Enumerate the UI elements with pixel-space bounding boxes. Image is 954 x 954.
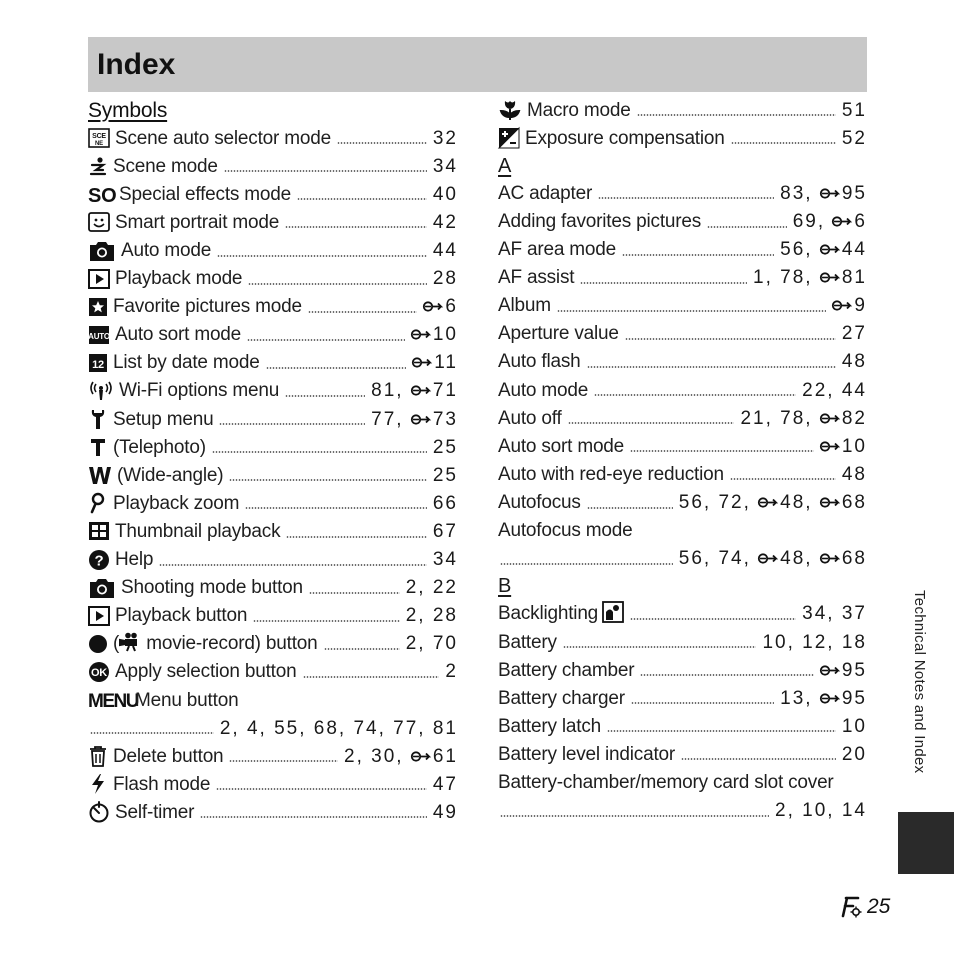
index-entry bbox=[498, 179, 867, 207]
page-number-value: 25 bbox=[867, 895, 891, 918]
leader-dots bbox=[580, 280, 747, 286]
leader-dots bbox=[229, 477, 427, 483]
page-references: 83, 95 bbox=[780, 182, 867, 204]
reference-e-icon bbox=[411, 750, 432, 763]
leader-dots bbox=[500, 561, 673, 567]
leader-dots bbox=[216, 786, 427, 792]
page-references: 1, 78, 81 bbox=[753, 267, 867, 289]
leader-dots bbox=[630, 448, 814, 454]
page-references: 25 bbox=[432, 436, 458, 458]
index-entry bbox=[498, 207, 867, 235]
leader-dots bbox=[200, 814, 427, 820]
index-entry bbox=[88, 546, 458, 574]
left-column bbox=[88, 96, 458, 826]
page-references: 21, 78, 82 bbox=[740, 407, 867, 429]
index-term: Battery level indicator bbox=[498, 743, 676, 765]
auto-sort-icon bbox=[88, 324, 110, 346]
page-references: 48 bbox=[841, 351, 867, 373]
reference-e-icon bbox=[832, 299, 853, 312]
page-references: 2, 28 bbox=[405, 605, 458, 627]
menu-text-icon bbox=[88, 689, 138, 713]
index-entry bbox=[498, 124, 867, 152]
page-references: 56, 74, 48, 68 bbox=[678, 548, 867, 570]
thumbnail-grid-icon bbox=[88, 520, 110, 542]
page-title: Index bbox=[97, 47, 176, 81]
index-entry-continuation bbox=[498, 545, 867, 573]
reference-e-icon bbox=[411, 413, 432, 426]
index-entry bbox=[88, 265, 458, 293]
leader-dots bbox=[337, 140, 427, 146]
index-entry bbox=[88, 321, 458, 349]
leader-dots bbox=[557, 308, 827, 314]
index-term: Menu button bbox=[135, 689, 239, 711]
smart-portrait-icon bbox=[88, 211, 110, 233]
index-entry bbox=[498, 712, 867, 740]
index-entry bbox=[498, 376, 867, 404]
index-entry bbox=[498, 292, 867, 320]
page-references: 81, 71 bbox=[371, 380, 458, 402]
page-references: 6 bbox=[423, 297, 458, 316]
index-term: Favorite pictures mode bbox=[113, 296, 302, 318]
reference-f-icon bbox=[838, 895, 864, 919]
page-references: 27 bbox=[841, 323, 867, 345]
section-side-label: Technical Notes and Index bbox=[911, 590, 928, 774]
page-references: 22, 44 bbox=[802, 379, 867, 401]
leader-dots bbox=[563, 644, 757, 650]
svg-text:SO: SO bbox=[88, 185, 117, 208]
leader-dots bbox=[707, 224, 787, 230]
index-entry bbox=[498, 404, 867, 432]
index-term: Macro mode bbox=[527, 99, 631, 121]
index-term: Auto off bbox=[498, 407, 562, 429]
scene-mode-icon bbox=[88, 155, 108, 177]
index-term: Auto mode bbox=[121, 240, 212, 262]
index-term: Setup menu bbox=[113, 408, 214, 430]
page-references: 49 bbox=[432, 801, 458, 823]
reference-e-icon bbox=[411, 384, 432, 397]
index-entry bbox=[498, 684, 867, 712]
play-icon bbox=[88, 605, 110, 627]
reference-e-icon bbox=[820, 440, 841, 453]
reference-e-icon bbox=[820, 692, 841, 705]
index-entry bbox=[88, 489, 458, 517]
index-term: Playback mode bbox=[115, 268, 243, 290]
svg-text:NE: NE bbox=[95, 141, 103, 148]
index-entry bbox=[498, 600, 867, 628]
page-references: 34, 37 bbox=[802, 603, 867, 625]
page-references: 69, 6 bbox=[792, 211, 867, 233]
leader-dots bbox=[219, 421, 365, 427]
index-entry-continuation bbox=[88, 714, 458, 742]
index-entry bbox=[88, 770, 458, 798]
exposure-compensation-icon bbox=[498, 127, 520, 149]
page-references: 66 bbox=[432, 492, 458, 514]
index-entry bbox=[88, 124, 458, 152]
page-references: 48 bbox=[841, 463, 867, 485]
index-term: Delete button bbox=[113, 745, 224, 767]
page-references: 11 bbox=[412, 353, 458, 372]
index-term: Battery-chamber/memory card slot cover bbox=[498, 771, 834, 793]
index-term: AF assist bbox=[498, 267, 575, 289]
index-entry bbox=[498, 628, 867, 656]
index-term: Self-timer bbox=[115, 801, 195, 823]
leader-dots bbox=[229, 758, 338, 764]
record-dot-icon bbox=[88, 633, 108, 655]
leader-dots bbox=[324, 646, 400, 652]
index-entry bbox=[88, 630, 458, 658]
index-entry-continuation bbox=[498, 797, 867, 825]
leader-dots bbox=[587, 364, 836, 370]
index-term: Album bbox=[498, 295, 551, 317]
index-entry bbox=[498, 236, 867, 264]
page-references: 56, 44 bbox=[780, 239, 867, 261]
index-term: Auto sort mode bbox=[498, 435, 625, 457]
index-entry bbox=[88, 152, 458, 180]
leader-dots bbox=[248, 281, 427, 287]
index-term: List by date mode bbox=[113, 352, 260, 374]
reference-e-icon bbox=[820, 552, 841, 565]
leader-dots bbox=[309, 590, 400, 596]
index-entry bbox=[88, 208, 458, 236]
leader-dots bbox=[630, 616, 796, 622]
index-entry bbox=[88, 658, 458, 686]
page-number bbox=[838, 893, 890, 921]
page-references: 13, 95 bbox=[780, 687, 867, 709]
page-references: 34 bbox=[432, 549, 458, 571]
reference-e-icon bbox=[820, 496, 841, 509]
leader-dots bbox=[631, 700, 774, 706]
index-entry bbox=[498, 320, 867, 348]
index-term: (Telephoto) bbox=[113, 436, 206, 458]
index-entry bbox=[498, 488, 867, 516]
index-term: Auto with red-eye reduction bbox=[498, 463, 724, 485]
index-term: Apply selection button bbox=[115, 661, 297, 683]
index-term: AC adapter bbox=[498, 182, 593, 204]
right-column bbox=[498, 96, 867, 825]
index-entry bbox=[498, 432, 867, 460]
index-term: Autofocus mode bbox=[498, 520, 633, 542]
reference-e-icon bbox=[423, 300, 444, 313]
index-term: Special effects mode bbox=[119, 183, 292, 205]
leader-dots bbox=[500, 813, 769, 819]
index-entry bbox=[498, 768, 867, 796]
backlighting-icon bbox=[602, 601, 624, 627]
svg-text:?: ? bbox=[94, 552, 104, 570]
title-bar bbox=[88, 37, 867, 92]
index-entry bbox=[88, 742, 458, 770]
index-term: Thumbnail playback bbox=[115, 520, 281, 542]
index-entry bbox=[498, 517, 867, 545]
help-question-icon bbox=[88, 549, 110, 571]
index-term: Battery chamber bbox=[498, 659, 635, 681]
page-references: 20 bbox=[841, 743, 867, 765]
leader-dots bbox=[731, 140, 836, 146]
leader-dots bbox=[303, 674, 440, 680]
reference-e-icon bbox=[411, 328, 432, 341]
page-references: 32 bbox=[432, 127, 458, 149]
camera-icon bbox=[88, 240, 116, 262]
page-references: 67 bbox=[432, 520, 458, 542]
index-entry bbox=[88, 349, 458, 377]
page-references: 2, 30, 61 bbox=[344, 745, 458, 767]
index-term: Auto sort mode bbox=[115, 324, 242, 346]
svg-text:MENU: MENU bbox=[88, 691, 138, 713]
page-references: 34 bbox=[432, 155, 458, 177]
index-entry bbox=[88, 293, 458, 321]
index-entry bbox=[88, 798, 458, 826]
page-references: 25 bbox=[432, 464, 458, 486]
telephoto-t-icon bbox=[88, 436, 108, 458]
macro-flower-icon bbox=[498, 99, 522, 121]
svg-text:12: 12 bbox=[92, 358, 104, 371]
leader-dots bbox=[159, 562, 427, 568]
index-entry bbox=[498, 96, 867, 124]
index-term: Flash mode bbox=[113, 773, 211, 795]
ok-button-icon bbox=[88, 661, 110, 683]
reference-e-icon bbox=[820, 412, 841, 425]
page-references: 10 bbox=[411, 325, 458, 344]
leader-dots bbox=[640, 672, 813, 678]
index-term: (Wide-angle) bbox=[117, 464, 224, 486]
index-entry bbox=[88, 180, 458, 208]
index-entry bbox=[88, 236, 458, 264]
leader-dots bbox=[297, 196, 427, 202]
section-heading-a: A bbox=[498, 154, 512, 177]
leader-dots bbox=[247, 337, 405, 343]
wide-angle-w-icon bbox=[88, 464, 112, 486]
index-entry bbox=[88, 686, 458, 714]
reference-e-icon bbox=[412, 356, 433, 369]
reference-e-icon bbox=[820, 271, 841, 284]
page-references: 2, 70 bbox=[405, 633, 458, 655]
leader-dots bbox=[594, 392, 796, 398]
movie-camera-icon bbox=[119, 632, 141, 656]
index-term: Adding favorites pictures bbox=[498, 211, 702, 233]
index-term: Battery latch bbox=[498, 715, 602, 737]
page-references: 2, 10, 14 bbox=[775, 800, 867, 822]
reference-e-icon bbox=[820, 664, 841, 677]
page-references: 95 bbox=[820, 661, 867, 680]
page-references: 10 bbox=[820, 437, 867, 456]
page-references: 2, 22 bbox=[405, 577, 458, 599]
index-term: Battery charger bbox=[498, 687, 625, 709]
page-references: 40 bbox=[432, 183, 458, 205]
index-entry bbox=[498, 656, 867, 684]
leader-dots bbox=[217, 253, 427, 259]
reference-e-icon bbox=[832, 215, 853, 228]
leader-dots bbox=[607, 728, 836, 734]
leader-dots bbox=[224, 168, 427, 174]
play-icon bbox=[88, 268, 110, 290]
section-heading-b: B bbox=[498, 575, 512, 598]
index-entry bbox=[498, 264, 867, 292]
reference-e-icon bbox=[820, 187, 841, 200]
index-term: Scene auto selector mode bbox=[115, 127, 331, 149]
leader-dots bbox=[285, 224, 427, 230]
page-references: 28 bbox=[432, 268, 458, 290]
index-term: Playback zoom bbox=[113, 492, 240, 514]
index-entry bbox=[88, 433, 458, 461]
index-entry bbox=[88, 461, 458, 489]
index-entry bbox=[88, 517, 458, 545]
leader-dots bbox=[625, 336, 836, 342]
section-heading-symbols: Symbols bbox=[88, 98, 168, 122]
page-references: 51 bbox=[841, 99, 867, 121]
page-references: 44 bbox=[432, 240, 458, 262]
leader-dots bbox=[212, 449, 427, 455]
leader-dots bbox=[266, 365, 407, 371]
reference-e-icon bbox=[758, 552, 779, 565]
page-references: 2, 4, 55, 68, 74, 77, 81 bbox=[219, 717, 458, 739]
svg-text:OK: OK bbox=[90, 666, 108, 679]
leader-dots bbox=[568, 420, 735, 426]
reference-e-icon bbox=[758, 496, 779, 509]
leader-dots bbox=[598, 195, 774, 201]
page-references: 10, 12, 18 bbox=[762, 631, 867, 653]
leader-dots bbox=[730, 476, 836, 482]
leader-dots bbox=[253, 618, 400, 624]
leader-dots bbox=[245, 505, 427, 511]
index-entry bbox=[88, 602, 458, 630]
special-effects-icon bbox=[88, 183, 117, 208]
index-term: Autofocus bbox=[498, 491, 581, 513]
index-term: Exposure compensation bbox=[525, 127, 725, 149]
leader-dots bbox=[587, 505, 673, 511]
leader-dots bbox=[285, 393, 365, 399]
leader-dots bbox=[286, 534, 426, 540]
flash-bolt-icon bbox=[88, 773, 108, 795]
index-term: Scene mode bbox=[113, 155, 218, 177]
leader-dots bbox=[622, 252, 774, 258]
index-term: Help bbox=[115, 549, 154, 571]
page-references: 56, 72, 48, 68 bbox=[678, 491, 867, 513]
leader-dots bbox=[90, 730, 214, 736]
section-side-tab bbox=[898, 812, 954, 874]
index-term: Playback button bbox=[115, 605, 248, 627]
index-term: ( movie-record) button bbox=[113, 632, 318, 654]
leader-dots bbox=[681, 756, 836, 762]
index-entry bbox=[498, 348, 867, 376]
wifi-antenna-icon bbox=[88, 380, 114, 402]
magnifier-icon bbox=[88, 492, 108, 514]
index-entry bbox=[498, 460, 867, 488]
index-term: Wi-Fi options menu bbox=[119, 380, 280, 402]
index-entry bbox=[88, 405, 458, 433]
leader-dots bbox=[637, 112, 836, 118]
index-term: Auto flash bbox=[498, 351, 581, 373]
leader-dots bbox=[308, 309, 418, 315]
index-term: Auto mode bbox=[498, 379, 589, 401]
list-by-date-icon bbox=[88, 352, 108, 374]
page-references: 2 bbox=[445, 661, 458, 683]
page-references: 77, 73 bbox=[371, 408, 458, 430]
wrench-icon bbox=[88, 408, 108, 430]
index-entry bbox=[88, 377, 458, 405]
self-timer-icon bbox=[88, 801, 110, 823]
scene-auto-selector-icon bbox=[88, 127, 110, 149]
page-references: 10 bbox=[841, 715, 867, 737]
favorite-star-icon bbox=[88, 296, 108, 318]
index-entry bbox=[88, 574, 458, 602]
page-references: 47 bbox=[432, 773, 458, 795]
camera-icon bbox=[88, 577, 116, 599]
svg-text:AUTO: AUTO bbox=[88, 331, 110, 341]
index-entry bbox=[498, 740, 867, 768]
index-term: Battery bbox=[498, 631, 557, 653]
trash-icon bbox=[88, 745, 108, 767]
index-term: AF area mode bbox=[498, 239, 616, 261]
page-references: 9 bbox=[832, 296, 867, 315]
page-references: 42 bbox=[432, 211, 458, 233]
page-references: 52 bbox=[841, 127, 867, 149]
reference-e-icon bbox=[820, 243, 841, 256]
index-term: Smart portrait mode bbox=[115, 211, 280, 233]
index-term: Shooting mode button bbox=[121, 577, 303, 599]
index-term: Aperture value bbox=[498, 323, 619, 345]
index-term: Backlighting bbox=[498, 601, 624, 627]
svg-text:SCE: SCE bbox=[92, 133, 106, 141]
